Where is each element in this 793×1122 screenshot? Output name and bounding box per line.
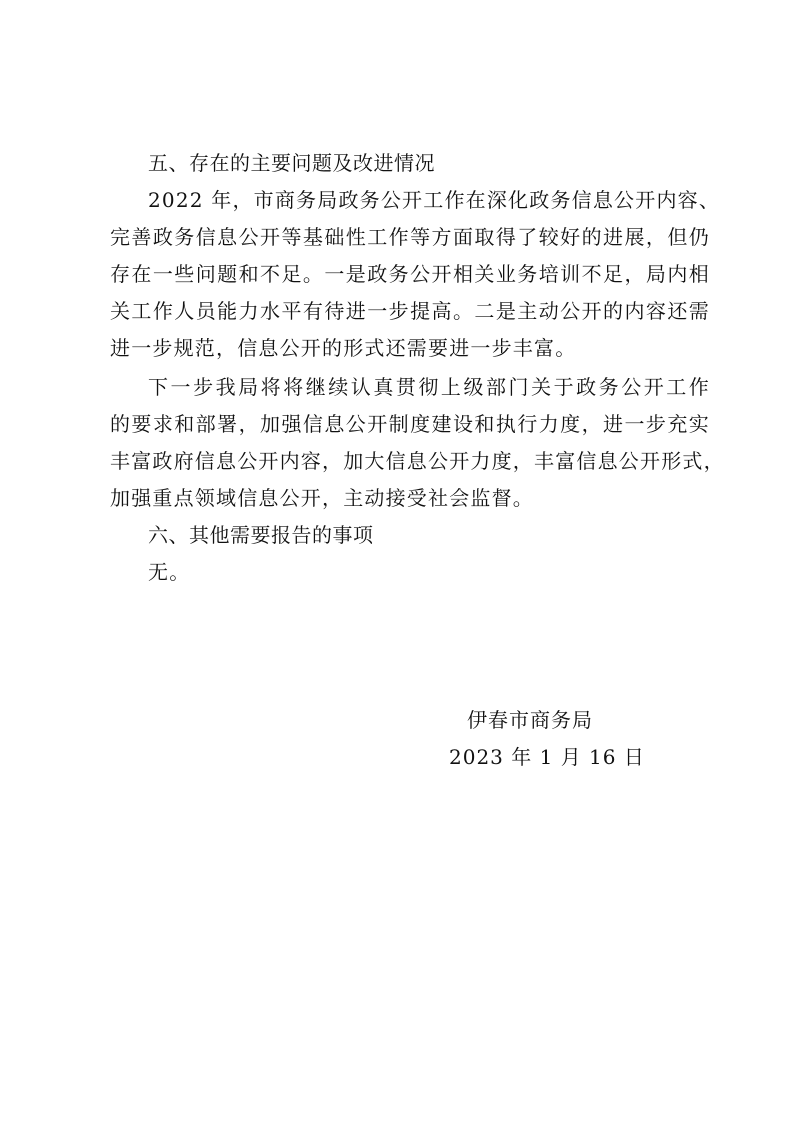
- section-6-body: 无。: [148, 560, 191, 584]
- paragraph-2-line-1: 下一步我局将将继续认真贯彻上级部门关于政务公开工作: [148, 375, 710, 399]
- paragraph-1-line-5: 进一步规范，信息公开的形式还需要进一步丰富。: [110, 336, 577, 360]
- paragraph-1-line-2: 完善政务信息公开等基础性工作等方面取得了较好的进展，但仍: [110, 225, 710, 249]
- signature-organization: 伊春市商务局: [467, 708, 593, 732]
- section-5-heading: 五、存在的主要问题及改进情况: [148, 151, 435, 175]
- section-6-heading: 六、其他需要报告的事项: [148, 523, 374, 547]
- paragraph-1-line-1: 2022 年，市商务局政务公开工作在深化政务信息公开内容、: [148, 188, 721, 212]
- signature-date: 2023 年 1 月 16 日: [449, 745, 645, 769]
- paragraph-1-line-4: 关工作人员能力水平有待进一步提高。二是主动公开的内容还需: [110, 299, 710, 323]
- paragraph-1-line-3: 存在一些问题和不足。一是政务公开相关业务培训不足，局内相: [110, 262, 710, 286]
- paragraph-2-line-3: 丰富政府信息公开内容，加大信息公开力度，丰富信息公开形式，: [110, 449, 725, 473]
- paragraph-2-line-4: 加强重点领域信息公开，主动接受社会监督。: [110, 486, 534, 510]
- paragraph-2-line-2: 的要求和部署，加强信息公开制度建设和执行力度，进一步充实: [110, 412, 710, 436]
